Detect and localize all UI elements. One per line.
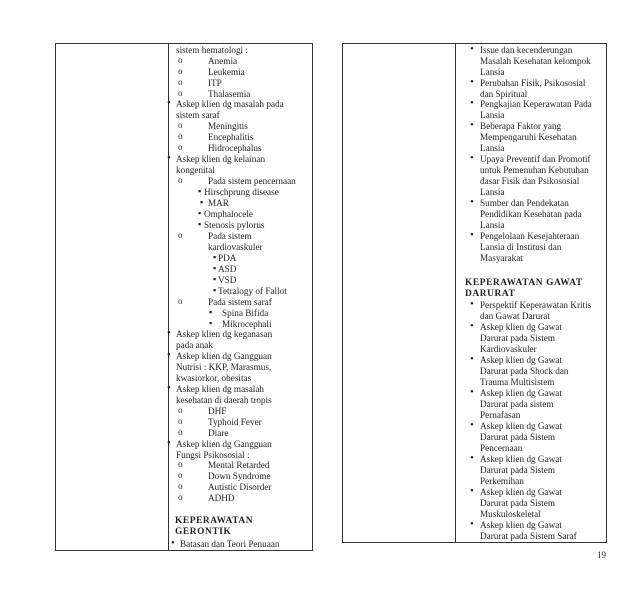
bullet-circle: o [178,470,183,480]
text-line: Lansia [480,143,505,153]
text-line: Issue dan kecenderungan [480,45,573,55]
text-line: Darurat pada Shock dan [480,366,569,376]
text-line: Pada sistem pencernaan [208,176,296,186]
bullet-circle: o [178,427,183,437]
text-line: Leukemia [208,67,245,77]
text-line: Askep klien dg Gangguan [176,351,272,361]
text-line: Lansia di Institusi dan [480,242,562,252]
bullet-disc: • [167,152,171,164]
text-line: Pengkajian Keperawatan Pada [480,99,592,109]
text-line: dan Gawat Darurat [480,311,550,321]
bullet-disc: • [171,537,175,549]
text-line: Perubahan Fisik, Psikososial [480,78,586,88]
bullet-disc: • [470,320,474,332]
bullet-square: ▪ [213,252,217,262]
bullet-circle: o [178,492,183,502]
text-line: Lansia [480,220,505,230]
column-divider [455,44,456,542]
bullet-disc: • [470,419,474,431]
text-line: dasar Fisik dan Psikososial [480,176,580,186]
text-line: kesehatan di daerah tropis [176,395,272,405]
bullet-circle: o [178,459,183,469]
bullet-square: ▪ [200,197,204,207]
text-line: Askep klien dg masalah pada [176,99,284,109]
text-line: pada anak [176,340,213,350]
text-line: kardiovaskuler [208,242,263,252]
text-line: Masyarakat [480,253,523,263]
text-line: Nutrisi : KKP, Marasmus, [176,362,272,372]
bullet-disc: • [470,76,474,88]
bullet-disc: • [470,452,474,464]
text-line: MAR [208,198,229,208]
column-divider [168,44,169,550]
text-line: VSD [218,275,237,285]
text-line: Askep klien dg kelainan [176,154,266,164]
text-line: Pengelolaan Kesejahteraan [480,231,580,241]
bullet-circle: o [178,175,183,185]
text-line: Hirschprung disease [204,187,279,197]
page-number: 19 [597,550,606,560]
text-line: Askep klien dg Gawat [480,487,562,497]
text-line: Pada sistem saraf [208,297,272,307]
text-line: Askep klien dg Gawat [480,454,562,464]
section-heading: KEPERAWATAN [175,516,254,526]
bullet-disc: • [470,196,474,208]
bullet-circle: o [178,88,183,98]
text-line: Typhoid Fever [208,417,262,427]
bullet-circle: o [178,66,183,76]
bullet-square: ▪ [213,274,217,284]
text-line: Askep klien dg Gangguan [176,439,272,449]
text-line: Encephalitis [208,132,254,142]
text-line: kwasiorkor, obesitas [176,373,252,383]
text-line: Meningitis [208,121,248,131]
text-line: PDA [218,253,237,263]
text-line: Hidrocephalus [208,143,262,153]
bullet-square: ▪ [198,208,202,218]
bullet-circle: o [178,230,183,240]
text-line: Mempengaruhi Kesehatan [480,132,577,142]
bullet-disc: • [470,97,474,109]
text-line: Batasan dan Teori Penuaan [180,539,280,549]
bullet-disc: • [470,298,474,310]
bullet-circle: o [178,405,183,415]
bullet-disc: • [470,485,474,497]
text-line: Pendidikan Kesehatan pada [480,209,582,219]
bullet-disc: • [167,327,171,339]
bullet-disc: • [470,119,474,131]
text-line: Masalah Kesehatan kelompok [480,56,591,66]
bullet-circle: o [178,131,183,141]
text-line: Thalasemia [208,89,251,99]
text-line: Lansia [480,187,505,197]
bullet-circle: o [178,416,183,426]
text-line: Omphalocele [204,209,253,219]
bullet-circle: o [178,77,183,87]
bullet-disc: • [470,353,474,365]
text-line: DHF [208,406,227,416]
bullet-square: ▪ [209,307,213,317]
bullet-square: ▪ [198,219,202,229]
text-line: Darurat pada sistem [480,399,554,409]
bullet-square: ▪ [213,285,217,295]
text-line: Lansia [480,110,505,120]
text-line: dan Spiritual [480,89,528,99]
bullet-disc: • [167,437,171,449]
text-line: Askep klien dg Gawat [480,388,562,398]
bullet-disc: • [167,382,171,394]
text-line: Beberapa Faktor yang [480,121,562,131]
bullet-disc: • [167,349,171,361]
text-line: Trauma Multisistem [480,377,555,387]
bullet-disc: • [470,229,474,241]
section-heading: DARURAT [465,289,516,299]
section-heading: KEPERAWATAN GAWAT [465,278,583,288]
bullet-circle: o [178,296,183,306]
text-line: Spina Bifida [222,308,269,318]
text-line: Mikrocephali [222,319,272,329]
text-line: ADHD [208,493,235,503]
text-line: Anemia [208,56,238,66]
text-line: Pernafasan [480,410,521,420]
bullet-square: ▪ [209,318,213,328]
text-line: kongenital [176,165,215,175]
bullet-disc: • [167,97,171,109]
text-line: Down Syndrome [208,471,271,481]
bullet-disc: • [470,518,474,530]
text-line: Pencernaan [480,443,523,453]
text-line: Muskuloskeletal [480,509,541,519]
text-line: Darurat pada Sistem [480,432,556,442]
text-line: Stenosis pylorus [204,220,265,230]
text-line: Autistic Disorder [208,482,272,492]
text-line: Kardiovaskuler [480,344,537,354]
text-line: Askep klien dg masalah [176,384,265,394]
text-line: Perkemihan [480,476,524,486]
text-line: Tetralogy of Fallot [218,286,287,296]
bullet-circle: o [178,55,183,65]
text-line: Askep klien dg Gawat [480,355,562,365]
text-line: Sumber dan Pendekatan [480,198,569,208]
text-line: Darurat pada Sistem [480,498,556,508]
section-heading: GERONTIK [175,527,232,537]
text-line: Askep klien dg Gawat [480,322,562,332]
text-line: Mental Retarded [208,460,270,470]
text-line: sistem hematologi : [176,45,248,55]
bullet-disc: • [470,386,474,398]
text-line: Fungsi Psikososial : [176,450,250,460]
bullet-square: ▪ [213,263,217,273]
bullet-circle: o [178,481,183,491]
bullet-circle: o [178,142,183,152]
bullet-disc: • [470,152,474,164]
text-line: ITP [208,78,222,88]
text-line: Askep klien dg Gawat [480,520,562,530]
text-line: Darurat pada Sistem [480,333,556,343]
bullet-disc: • [470,43,474,55]
text-line: Darurat pada Sistem Saraf [480,531,577,541]
text-line: Perspektif Keperawatan Kritis [480,300,592,310]
text-line: sistem saraf [176,110,220,120]
text-line: Diare [208,428,229,438]
text-line: Darurat pada Sistem [480,465,556,475]
text-line: Lansia [480,67,505,77]
bullet-circle: o [178,120,183,130]
text-line: Askep klien dg Gawat [480,421,562,431]
text-line: Askep klien dg keganasan [176,329,273,339]
text-line: Pada sistem [208,231,252,241]
bullet-square: ▪ [198,186,202,196]
text-line: Upaya Preventif dan Promotif [480,154,591,164]
text-line: ASD [218,264,237,274]
text-line: untuk Pemenuhan Kebutuhan [480,165,589,175]
